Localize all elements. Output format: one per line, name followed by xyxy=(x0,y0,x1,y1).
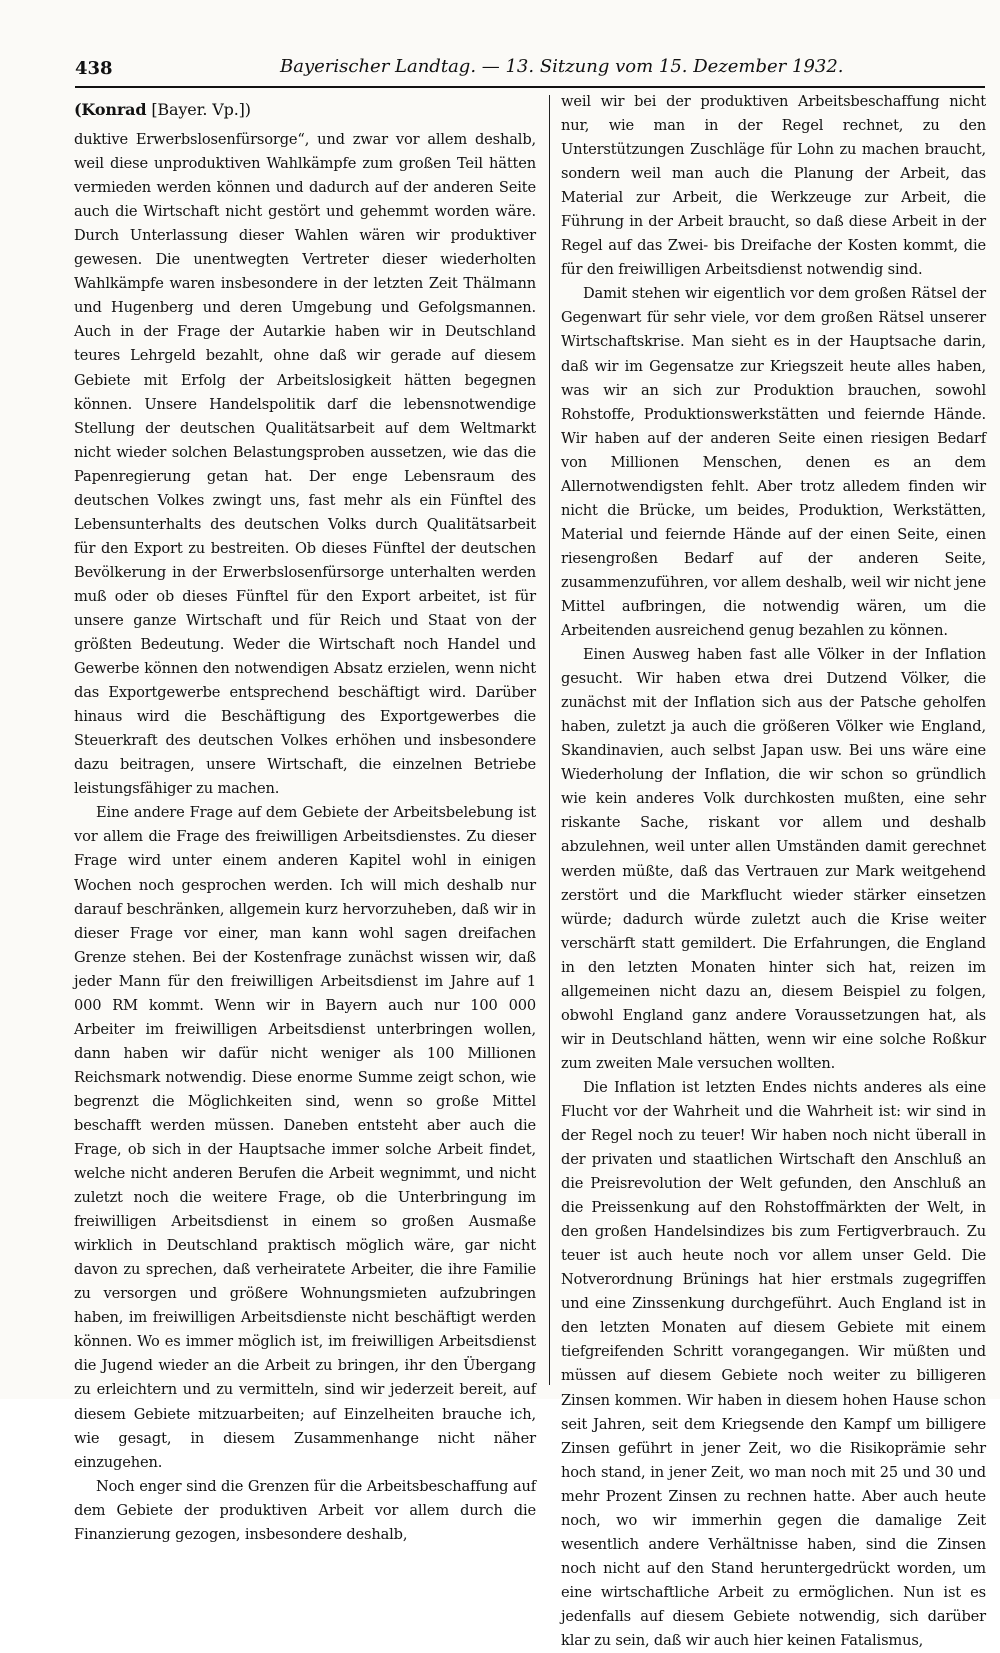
page-number: 438 xyxy=(75,58,113,79)
paragraph: Noch enger sind die Grenzen für die Arbeitsbeschaffung auf dem Gebiete der produktiven Arbeit vor allem durch die Finanzierung gezogen, insbesondere deshalb, xyxy=(74,1477,536,1543)
speaker-party: [Bayer. Vp.]) xyxy=(151,100,251,119)
running-head: Bayerischer Landtag. — 13. Sitzung vom 15. Dezember 1932. xyxy=(280,56,844,77)
right-column xyxy=(561,90,986,1653)
page-header xyxy=(75,56,975,82)
paragraph: Damit stehen wir eigentlich vor dem großen Rätsel der Gegenwart für sehr viele, vor dem großen Rätsel unserer Wirtschaftskrise. Man sieht es in der Hauptsache darin, daß wir im Gegensatze zur Kriegszeit heute alles haben, was wir an sich zur Produktion brauchen, sowohl Rohstoffe, Produktionswerkstätten und feiernde Hände. Wir haben auf der anderen Seite einen riesigen Bedarf von Millionen Menschen, denen es an dem Allernotwendigsten fehlt. Aber trotz alledem finden wir nicht die Brücke, um beides, Produktion, Werkstätten, Material und feiernde Hände auf der einen Seite, einen riesengroßen Bedarf auf der anderen Seite, zusammenzuführen, vor allem deshalb, weil wir nicht jene Mittel aufbringen, die notwendig wären, um die Arbeitenden ausreichend genug bezahlen zu können. xyxy=(561,285,986,640)
paragraph: Eine andere Frage auf dem Gebiete der Arbeitsbelebung ist vor allem die Frage des freiwilligen Arbeitsdienstes. Zu dieser Frage wird unter einem anderen Kapitel wohl in einigen Wochen noch gesprochen werden. Ich will mich deshalb nur darauf beschränken, allgemein kurz hervorzuheben, daß wir in dieser Frage vor einer, man kann wohl sagen dreifachen Grenze stehen. Bei der Kostenfrage zunächst wissen wir, daß jeder Mann für den freiwilligen Arbeitsdienst im Jahre auf 1 000 RM kommt. Wenn wir in Bayern auch nur 100 000 Arbeiter im freiwilligen Arbeitsdienst unterbringen wollen, dann haben wir dafür nicht weniger als 100 Millionen Reichsmark notwendig. Diese enorme Summe zeigt schon, wie begrenzt die Möglichkeiten sind, wenn so große Mittel beschafft werden müssen. Daneben entsteht aber auch die Frage, ob sich in der Hauptsache immer solche Arbeit findet, welche nicht anderen Berufen die Arbeit wegnimmt, und nicht zuletzt noch die weitere Frage, ob die Unterbringung im freiwilligen Arbeitsdienst in einem so großen Ausmaße wirklich in Deutschland praktisch möglich wäre, gar nicht davon zu sprechen, daß verheiratete Arbeiter, die ihre Familie zu versorgen und größere Wohnungsmieten aufzubringen haben, im freiwilligen Arbeitsdienste nicht beschäftigt werden können. Wo es immer möglich ist, im freiwilligen Arbeitsdienst die Jugend wieder an die Arbeit zu bringen, ihr den Übergang zu erleichtern und zu vermitteln, sind wir jederzeit bereit, auf diesem Gebiete mitzuarbeiten; auf Einzelheiten brauche ich, wie gesagt, in diesem Zusammenhange nicht näher einzugehen. xyxy=(74,804,536,1471)
header-rule xyxy=(75,86,985,88)
paragraph: Einen Ausweg haben fast alle Völker in der Inflation gesucht. Wir haben etwa drei Dutzend Völker, die zunächst mit der Inflation sich aus der Patsche geholfen haben, zuletzt ja auch die größeren Völker wie England, Skandinavien, auch selbst Japan usw. Bei uns wäre eine Wiederholung der Inflation, die wir schon so gründlich wie kein anderes Volk durchkosten mußten, eine sehr riskante Sache, riskant vor allem und deshalb abzulehnen, weil unter allen Umständen damit gerechnet werden müßte, daß das Vertrauen zur Mark weitgehend zerstört und die Markflucht wieder stärker einsetzen würde; dadurch würde zuletzt auch die Krise weiter verschärft statt gemildert. Die Erfahrungen, die England in den letzten Monaten hinter sich hat, reizen im allgemeinen nicht dazu an, diesem Beispiel zu folgen, obwohl England ganz andere Voraussetzungen hat, als wir in Deutschland hätten, wenn wir eine solche Roßkur zum zweiten Male versuchen wollten. xyxy=(561,646,986,1072)
paragraph: weil wir bei der produktiven Arbeitsbeschaffung nicht nur, wie man in der Regel rechnet, zu den Unterstützungen Zuschläge für Lohn zu machen braucht, sondern weil man auch die Planung der Arbeit, das Material zur Arbeit, die Werkzeuge zur Arbeit, die Führung in der Arbeit braucht, so daß diese Arbeit in der Regel auf das Zwei- bis Dreifache der Kosten kommt, die für den freiwilligen Arbeitsdienst notwendig sind. xyxy=(561,93,986,279)
paragraph: duktive Erwerbslosenfürsorge“, und zwar vor allem deshalb, weil diese unproduktiven Wahlkämpfe zum großen Teil hätten vermieden werden können und dadurch auf der anderen Seite auch die Wirtschaft nicht gestört und gehemmt worden wäre. Durch Unterlassung dieser Wahlen wären wir produktiver gewesen. Die unentwegten Vertreter dieser wiederholten Wahlkämpfe waren insbesondere in der letzten Zeit Thälmann und Hugenberg und deren Umgebung und Gefolgsmannen. Auch in der Frage der Autarkie haben wir in Deutschland teures Lehrgeld bezahlt, ohne daß wir gerade auf diesem Gebiete mit Erfolg der Arbeitslosigkeit hätten begegnen können. Unsere Handelspolitik darf die lebensnotwendige Stellung der deutschen Qualitätsarbeit auf dem Weltmarkt nicht wieder solchen Belastungsproben aussetzen, wie das die Papenregierung getan hat. Der enge Lebensraum des deutschen Volkes zwingt uns, fast mehr als ein Fünftel des Lebensunterhalts des deutschen Volks durch Qualitätsarbeit für den Export zu bestreiten. Ob dieses Fünftel der deutschen Bevölkerung in der Erwerbslosenfürsorge unterhalten werden muß oder ob dieses Fünftel für den Export arbeitet, ist für unsere ganze Wirtschaft und für Reich und Staat von der größten Bedeutung. Weder die Wirtschaft noch Handel und Gewerbe können den notwendigen Absatz erzielen, wenn nicht das Exportgewerbe entsprechend beschäftigt wird. Darüber hinaus wird die Beschäftigung des Exportgewerbes die Steuerkraft des deutschen Volkes erhöhen und insbesondere dazu beitragen, unsere Wirtschaft, die einzelnen Betriebe leistungsfähiger zu machen. xyxy=(74,131,536,798)
column-divider xyxy=(549,95,550,1385)
paragraph: Die Inflation ist letzten Endes nichts anderes als eine Flucht vor der Wahrheit und die Wahrheit ist: wir sind in der Regel noch zu teuer! Wir haben noch nicht überall in der privaten und staatlichen Wirtschaft den Anschluß an die Preisrevolution der Welt gefunden, den Anschluß an die Preissenkung auf den Rohstoffmärkten der Welt, in den großen Handelsindizes bis zum Fertigverbrauch. Zu teuer ist auch heute noch vor allem unser Geld. Die Notverordnung Brünings hat hier erstmals zugegriffen und eine Zinssenkung durchgeführt. Auch England ist in den letzten Monaten auf diesem Gebiete mit einem tiefgreifenden Schritt vorangegangen. Wir müßten und müssen auf diesem Gebiete noch weiter zu billigeren Zinsen kommen. Wir haben in diesem hohen Hause schon seit Jahren, seit dem Kriegsende den Kampf um billigere Zinsen geführt in jener Zeit, wo die Risikoprämie sehr hoch stand, in jener Zeit, wo man noch mit 25 und 30 und mehr Prozent Zinsen zu rechnen hatte. Aber auch heute noch, wo wir immerhin gegen die damalige Zeit wesentlich andere Verhältnisse haben, sind die Zinsen noch nicht auf den Stand heruntergedrückt worden, um eine wirtschaftliche Arbeit zu ermöglichen. Nun ist es jedenfalls auf diesem Gebiete notwendig, sich darüber klar zu sein, daß wir auch hier keinen Fatalismus, xyxy=(561,1078,986,1649)
left-column xyxy=(74,94,536,1547)
speaker-name: (Konrad xyxy=(74,100,147,119)
speaker-label xyxy=(74,98,536,122)
